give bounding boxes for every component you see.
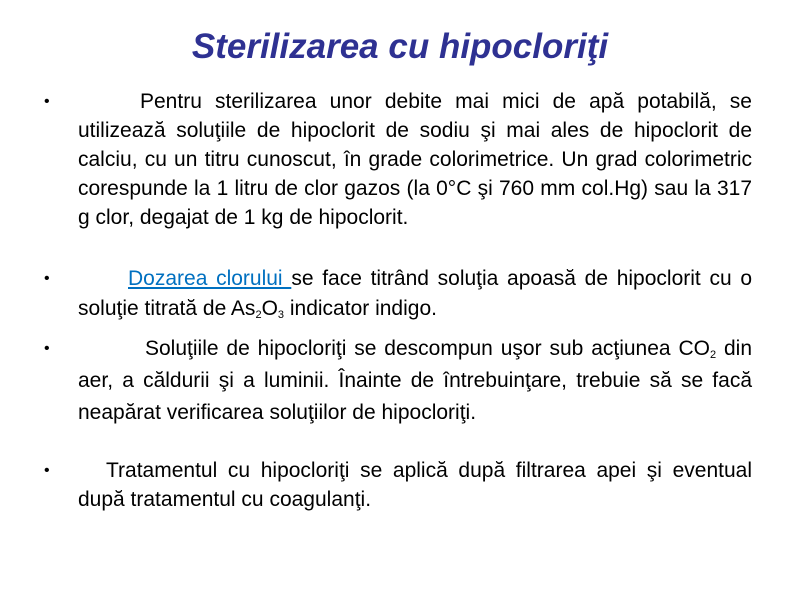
bullet-text-part: din aer, a căldurii şi a luminii. Înainte de întrebuinţare, trebuie să se facă neapărat verificarea soluţiilor de hipocloriţi. <box>78 337 752 424</box>
bullet-dot-icon: • <box>44 462 50 479</box>
bullet-text-body: Pentru sterilizarea unor debite mai mici de apă potabilă, se utilizează soluţiile de hipoclorit de sodiu şi mai ales de hipoclorit de calciu, cu un titru cunoscut, în grade colorimetrice. Un grad colorimetric corespunde la 1 litru de clor gazos (la 0°C şi 760 mm col.Hg) sau la 317 g clor, degajat de 1 kg de hipoclorit. <box>78 90 752 229</box>
bullet-text-part: Soluţiile de hipocloriţi se descompun uşor sub acţiunea CO <box>145 337 710 360</box>
bullet-text <box>78 264 752 324</box>
bullet-text <box>78 456 752 514</box>
bullet-dot-icon: • <box>44 270 50 287</box>
bullet-text-part: O <box>261 297 278 320</box>
bullet-text <box>78 87 752 232</box>
subscript: 3 <box>277 309 285 321</box>
bullet-text <box>78 333 752 429</box>
bullet-dot-icon: • <box>44 93 50 110</box>
subscript: 2 <box>255 309 262 321</box>
bullet-text-part: indicator indigo. <box>284 297 437 320</box>
dozarea-clorului-link[interactable]: Dozarea clorului <box>128 267 292 290</box>
slide-title: Sterilizarea cu hipocloriţi <box>191 27 609 66</box>
bullet-dot-icon: • <box>44 340 50 357</box>
bullet-text-body: Tratamentul cu hipocloriţi se aplică după filtrarea apei şi eventual după tratamentul cu coagulanţi. <box>78 459 752 511</box>
bullet-text-part: se face titrând soluţia apoasă de hipoclorit cu o soluţie titrată de As <box>78 267 752 320</box>
subscript: 2 <box>709 349 717 361</box>
